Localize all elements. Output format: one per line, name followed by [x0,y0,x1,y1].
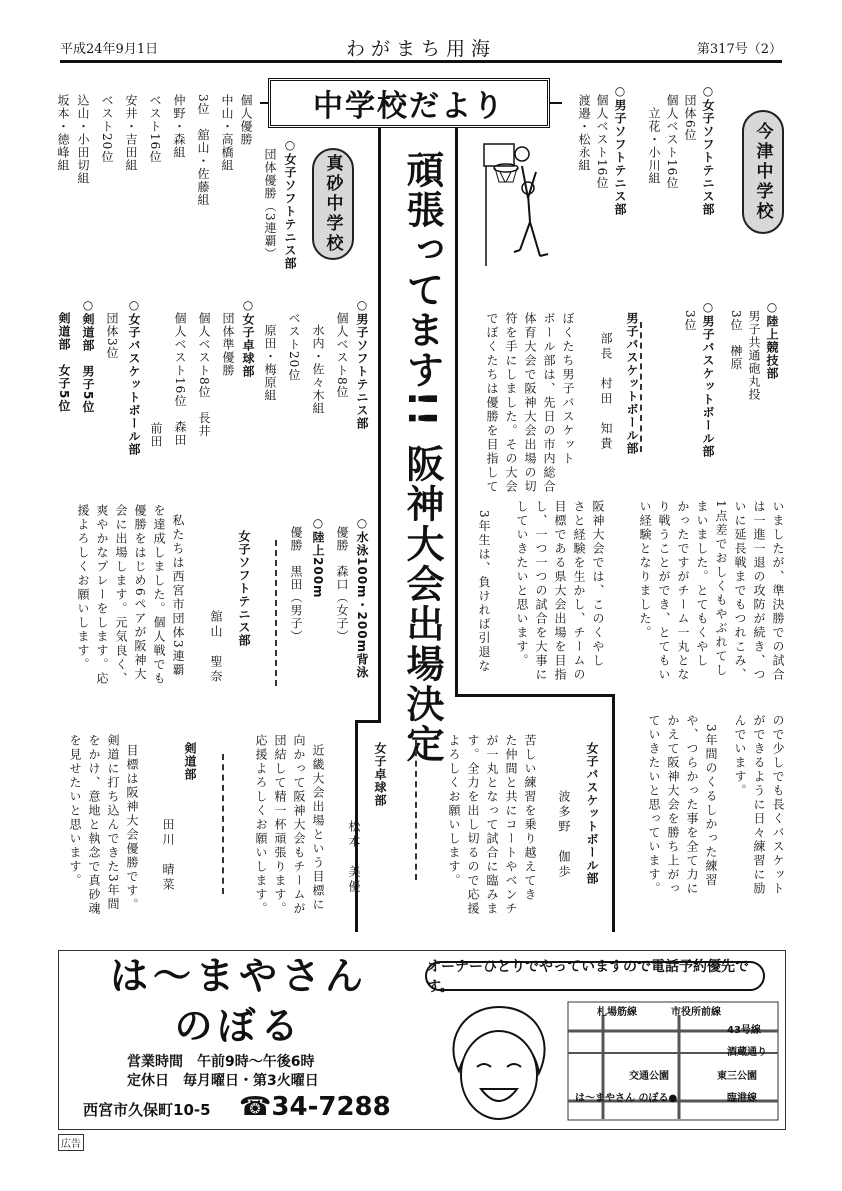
essay-line: ができるように日々練習に励 [752,714,766,896]
result-line: ベスト20位 [287,312,301,382]
school-badge-masago [312,148,354,260]
essay-line: 体育大会で阪神大会出場の切 [523,312,537,494]
closed-days: 定休日 毎月曜日・第3火曜日 [127,1073,319,1089]
essay-line: 目標は阪神大会優勝です。 [125,744,139,912]
essay-line: まいました。とてもくやし [695,500,709,668]
advertisement-box [58,950,786,1130]
essay-line: を達成しました。個人戦でも [152,504,166,686]
section-banner: 中学校だより [268,78,550,128]
result-line: 個人優勝 [239,94,253,146]
essay-line: していきたいと思います。 [515,500,529,668]
result-line: 個人ベスト16位 森田 [173,312,187,447]
divider-rail-right-low [612,694,615,932]
result-line: 個人ベスト16位 [595,94,609,190]
result-line: 中山・高橋組 [220,94,234,172]
essay-line: 1点差でおしくもやぶれてし [714,500,728,678]
essay-title-boys-basketball: 男子バスケットボール部 [625,312,639,455]
essay-line: り戦うことができ、とてもい [657,500,671,682]
masago-softtennis-boys: ○男子ソフトテニス部 [355,298,369,430]
player-body [514,166,548,256]
result-line: ベスト20位 [100,94,114,164]
shop-location-map [567,1001,779,1121]
shop-name [109,951,369,1051]
essay-title-girls-tabletennis: 女子卓球部 [373,742,387,807]
essay-line: ボール部は、先日の市内総合 [542,312,556,494]
essay-line: 目標である県大会出場を目指 [553,500,567,682]
school-badge-imazu [742,110,784,234]
result-line: 男子共通砲丸投 [747,310,761,401]
main-headline: 頑張ってます!! 阪神大会出場決定 [400,150,444,764]
essay-byline: 田川 晴菜 [161,818,175,893]
shop-name-line2: のぼる [174,1004,304,1048]
essay-line: 3年間のくるしかった練習 [704,724,718,888]
map-label: 市役所前線 [671,1007,721,1018]
result-line: 安井・吉田組 [124,94,138,172]
result-line: 前田 [149,422,163,448]
essay-line: す。全力を出し切るので応援 [466,734,480,916]
header-rule [60,60,782,63]
essay-line: た仲間と共にコートやベンチ [504,734,518,916]
hoop [494,164,518,172]
essay-line: 符を手にしました。その大会 [504,312,518,494]
result-line: 3位 [683,310,697,332]
result-line: 個人ベスト16位 [665,94,679,190]
result-line: 団体優勝（3連覇） [263,148,277,261]
result-line: 優勝 黒田（男子） [289,526,303,643]
essay-byline: 松本 美優 [347,820,361,895]
essay-line: 私たちは西宮市団体3連覇 [171,514,185,678]
face [461,1031,537,1119]
essay-line: 剣道に打ち込んできた3年間 [106,734,120,912]
essay-line: ので少しでも長くバスケット [771,714,785,896]
map-label: 酒蔵通り [727,1047,767,1058]
school-name-masago: 真砂中学校 [322,154,343,254]
essay-divider [640,322,642,452]
masago-softtennis-girls: ○女子ソフトテニス部 [283,138,297,270]
imazu-softtennis-girls: ○女子ソフトテニス部 [701,84,715,216]
newsletter-title: わがまち用海 [345,38,496,60]
imazu-basketball-boys: ○男子バスケットボール部 [701,300,715,458]
divider-rail-left-h [355,720,381,723]
essay-byline: 部長 村田 知貴 [599,332,613,452]
essay-byline: 波多野 伽歩 [557,790,571,880]
issue-number: 第317号（2） [696,42,782,57]
essay-divider [275,540,277,686]
divider-rail-left [378,128,381,722]
essay-line: し、一つ一つの試合を大事に [534,500,548,682]
page-header [0,0,842,62]
essay-line: かったですがチーム一丸とな [676,500,690,682]
masago-basketball-girls: ○女子バスケットボール部 [127,298,141,456]
essay-line: 応援よろしくお願いします。 [254,734,268,916]
result-line: 坂本・徳峰組 [56,94,70,172]
result-line: 団体3位 [105,312,119,360]
essay-line: 向かって阪神大会もチームが [292,734,306,916]
result-line: ベスト16位 [148,94,162,164]
divider-rail-right [455,128,458,694]
result-line: 個人ベスト8位 [335,312,349,399]
essay-line: ていきたいと思っています。 [647,714,661,896]
opening-hours: 営業時間 午前9時〜午後6時 [127,1054,315,1070]
essay-line: 近畿大会出場という目標に [311,744,325,912]
shop-hours [127,1053,319,1091]
essay-line: 苦しい練習を乗り越えてき [523,734,537,902]
map-label: 43号線 [727,1025,761,1036]
essay-line: 阪神大会では、このくやし [591,500,605,668]
ball-icon [515,147,529,161]
masago-kendo-boys: ○剣道部 男子5位 [81,298,95,414]
essay-line: いに延長戦までもつれこみ、 [733,500,747,682]
map-shop-marker: は〜まやさん のぼる● [575,1093,678,1104]
masago-athletics: ○陸上200m [311,516,325,599]
essay-line: 爽やかなプレーをします。応 [95,504,109,686]
essay-line: 優勝をはじめ6ペアが阪神大 [133,504,147,682]
result-line: 込山・小田切組 [76,94,90,185]
result-line: 優勝 森口（女子） [335,526,349,643]
essay-line: ぼくたち男子バスケット [561,312,575,466]
backboard [484,144,514,166]
result-line: 水内・佐々木組 [311,324,325,415]
essay-divider [415,740,417,880]
result-line: 団体6位 [683,94,697,142]
essay-line: かえて阪神大会を勝ち上がっ [666,714,680,896]
essay-line: んでいます。 [733,714,747,798]
masago-kendo-girls: 剣道部 女子5位 [57,312,71,413]
result-line: 仲野・森組 [172,94,186,159]
result-line: 個人ベスト8位 長井 [197,312,211,438]
essay-title-kendo: 剣道部 [183,742,197,781]
essay-line: 団結して精一杯頑張ります。 [273,734,287,916]
essay-line: や、つらかった事を全て力に [685,714,699,896]
result-line: 団体準優勝 [221,312,235,377]
ad-label: 広告 [58,1134,84,1151]
map-label: 東三公園 [717,1071,757,1082]
essay-line: 援よろしくお願いします。 [76,504,90,672]
basketball-player-illustration [478,130,564,270]
issue-date: 平成24年9月1日 [60,42,159,57]
essay-title-girls-softtennis: 女子ソフトテニス部 [237,530,251,647]
result-line: 立花・小川組 [647,94,661,185]
owner-portrait-illustration [439,1001,559,1129]
essay-line: が一丸となって試合に臨みま [485,734,499,916]
essay-line: いましたが、準決勝での試合 [771,500,785,682]
result-line: 3位 榊原 [729,310,743,371]
essay-divider [222,754,224,894]
essay-line: を見せたいと思います。 [68,734,82,888]
essay-line: でぼくたちは優勝を目指して [485,312,499,494]
shop-phone: ☎34-7288 [239,1092,391,1122]
result-line: 原田・梅原組 [263,324,277,402]
divider-rail-right-h [455,694,615,697]
divider-rail-top-right [550,102,562,104]
essay-byline: 舘山 聖奈 [209,610,223,685]
imazu-softtennis-boys: ○男子ソフトテニス部 [613,84,627,216]
essay-title-girls-basketball: 女子バスケットボール部 [585,742,599,885]
shop-address: 西宮市久保町10-5 [83,1101,211,1119]
essay-line: よろしくお願いします。 [447,734,461,888]
result-line: 渡邉・松永組 [577,94,591,172]
masago-swimming: ○水泳100m・200m背泳 [355,516,369,680]
map-label: 臨港線 [727,1093,757,1104]
reservation-note: オーナーひとりでやっていますので電話予約優先です。 [425,961,765,991]
masago-tabletennis-girls: ○女子卓球部 [241,298,255,378]
essay-line: 3年生は、負ければ引退な [477,510,491,674]
essay-line: い経験となりました。 [638,500,652,640]
map-label: 交通公園 [629,1071,669,1082]
essay-line: さと経験を生かし、チームの [572,500,586,682]
shop-name-line1: は〜まやさん [109,954,368,998]
net [495,168,517,182]
essay-line: 会に出場します。元気良く、 [114,504,128,686]
imazu-athletics: ○陸上競技部 [765,300,779,380]
map-label: 札場筋線 [597,1007,637,1018]
school-name-imazu: 今津中学校 [752,122,773,222]
result-line: 3位 舘山・佐藤組 [196,94,210,207]
essay-line: は一進一退の攻防が続き、つ [752,500,766,682]
essay-line: をかけ、意地と執念で真砂魂 [87,734,101,916]
